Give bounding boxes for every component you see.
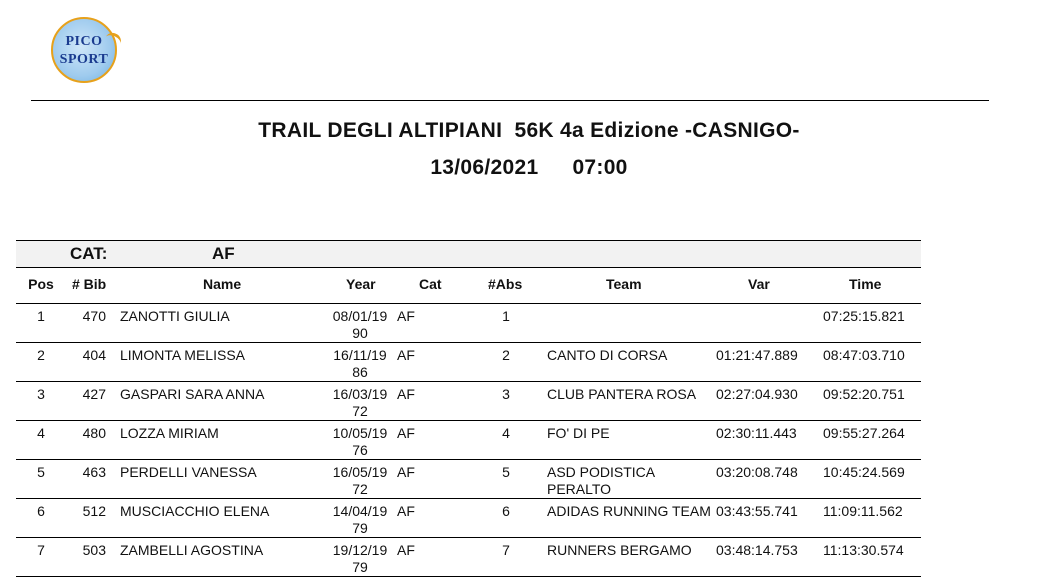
category-value: AF [212,244,235,263]
year-cell-line1: 16/05/19 [332,464,388,480]
logo-text-line2: SPORT [59,52,109,67]
table-header [16,267,921,304]
abs-cell: 2 [502,347,510,363]
bib-cell: 470 [82,308,106,324]
bib-cell: 503 [82,542,106,558]
time-cell: 10:45:24.569 [823,464,905,480]
year-cell-line1: 16/03/19 [332,386,388,402]
name-cell: MUSCIACCHIO ELENA [120,503,270,519]
pos-cell: 5 [37,464,45,480]
time-cell: 11:09:11.562 [823,503,903,519]
category-bar [16,240,921,267]
cat-cell: AF [397,503,415,519]
event-date: 13/06/2021 [430,156,539,179]
name-cell: ZAMBELLI AGOSTINA [120,542,264,558]
col-team: Team [606,276,642,292]
table-row [16,499,921,538]
year-cell-line2: 79 [352,520,368,536]
col-cat: Cat [419,276,442,292]
table-row [16,304,921,343]
col-name: Name [203,276,242,292]
col-abs: #Abs [488,276,523,292]
cat-cell: AF [397,542,415,558]
table-row [16,421,921,460]
abs-cell: 6 [502,503,510,519]
name-cell: PERDELLI VANESSA [120,464,257,480]
col-var: Var [748,276,770,292]
col-bib: # Bib [72,276,107,292]
header-divider [31,100,989,101]
year-cell-line1: 08/01/19 [332,308,388,324]
team-cell: CANTO DI CORSA [547,347,668,363]
year-cell-line2: 72 [352,403,368,419]
team-cell: FO' DI PE [547,425,610,441]
event-datetime [0,156,1058,180]
year-cell-line2: 90 [352,325,368,341]
cat-cell: AF [397,464,415,480]
time-cell: 07:25:15.821 [823,308,905,324]
category-label: CAT: [70,244,108,263]
event-time: 07:00 [572,156,628,179]
var-cell: 02:27:04.930 [716,386,798,402]
abs-cell: 7 [502,542,510,558]
name-cell: LIMONTA MELISSA [120,347,245,363]
event-title: TRAIL DEGLI ALTIPIANI 56K 4a Edizione -CASNIGO- [258,119,800,142]
logo-text-line1: PICO [65,34,103,49]
pos-cell: 4 [37,425,45,441]
bib-cell: 463 [82,464,106,480]
cat-cell: AF [397,386,415,402]
year-cell [324,308,396,342]
name-cell: GASPARI SARA ANNA [120,386,265,402]
team-cell: ADIDAS RUNNING TEAM [547,503,711,519]
var-cell: 02:30:11.443 [716,425,797,441]
col-time: Time [849,276,882,292]
var-cell: 03:43:55.741 [716,503,798,519]
team-cell: ASD PODISTICA PERALTO [547,464,655,497]
col-year: Year [346,276,376,292]
cat-cell: AF [397,308,415,324]
year-cell-line1: 10/05/19 [332,425,388,441]
var-cell: 01:21:47.889 [716,347,798,363]
pos-cell: 2 [37,347,45,363]
col-pos: Pos [28,276,54,292]
pos-cell: 1 [37,308,45,324]
team-cell: RUNNERS BERGAMO [547,542,692,558]
var-cell: 03:48:14.753 [716,542,798,558]
year-cell [324,386,396,420]
year-cell [324,542,396,576]
year-cell-line1: 16/11/19 [333,347,387,363]
cat-cell: AF [397,347,415,363]
name-cell: ZANOTTI GIULIA [120,308,230,324]
name-cell: LOZZA MIRIAM [120,425,219,441]
abs-cell: 3 [502,386,510,402]
abs-cell: 1 [502,308,510,324]
year-cell-line2: 86 [352,364,368,380]
pos-cell: 6 [37,503,45,519]
year-cell [324,503,396,537]
pos-cell: 3 [37,386,45,402]
bib-cell: 404 [82,347,106,363]
year-cell-line2: 76 [352,442,368,458]
year-cell [324,425,396,459]
abs-cell: 4 [502,425,510,441]
time-cell: 11:13:30.574 [823,542,904,558]
year-cell [324,464,396,498]
year-cell-line2: 72 [352,481,368,497]
team-cell: CLUB PANTERA ROSA [547,386,697,402]
table-row [16,460,921,499]
table-row [16,343,921,382]
table-row [16,382,921,421]
year-cell-line1: 14/04/19 [332,503,388,519]
time-cell: 09:55:27.264 [823,425,905,441]
time-cell: 09:52:20.751 [823,386,905,402]
table-row [16,538,921,577]
var-cell: 03:20:08.748 [716,464,798,480]
year-cell [324,347,396,381]
abs-cell: 5 [502,464,510,480]
bib-cell: 512 [82,503,106,519]
bib-cell: 427 [82,386,106,402]
bib-cell: 480 [82,425,106,441]
year-cell-line1: 19/12/19 [332,542,388,558]
time-cell: 08:47:03.710 [823,347,905,363]
pico-sport-logo [51,17,117,83]
year-cell-line2: 79 [352,559,368,575]
cat-cell: AF [397,425,415,441]
pos-cell: 7 [37,542,45,558]
